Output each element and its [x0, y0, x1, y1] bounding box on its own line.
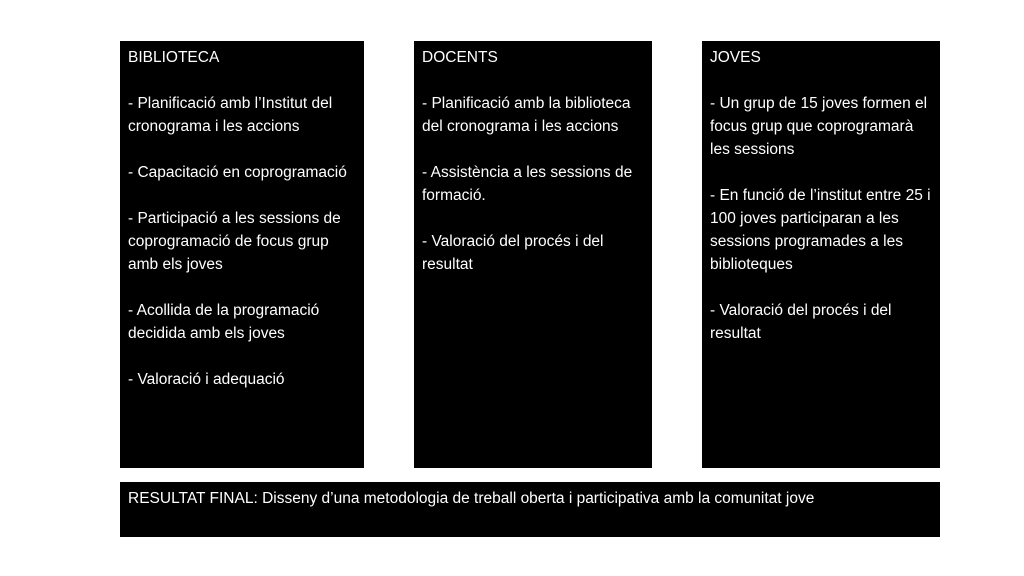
docents-item-1: - Planificació amb la biblioteca del cronograma i les accions: [422, 95, 631, 135]
docents-box: [414, 41, 652, 468]
biblioteca-item-2: - Capacitació en coprogramació: [128, 164, 347, 181]
docents-title: DOCENTS: [422, 49, 498, 66]
biblioteca-box: [120, 41, 364, 468]
joves-item-1: - Un grup de 15 joves formen el focus grup que coprogramarà les sessions: [710, 95, 928, 158]
biblioteca-item-5: - Valoració i adequació: [128, 371, 285, 388]
resultat-final-box: [120, 482, 940, 537]
joves-title: JOVES: [710, 49, 761, 66]
joves-item-3: - Valoració del procés i del resultat: [710, 302, 892, 342]
joves-box: [702, 41, 940, 468]
docents-item-3: - Valoració del procés i del resultat: [422, 233, 604, 273]
biblioteca-item-3: - Participació a les sessions de coprogramació de focus grup amb els joves: [128, 210, 341, 273]
biblioteca-title: BIBLIOTECA: [128, 49, 220, 66]
docents-item-2: - Assistència a les sessions de formació.: [422, 164, 633, 204]
biblioteca-item-1: - Planificació amb l’Institut del cronograma i les accions: [128, 95, 333, 135]
resultat-final-text: RESULTAT FINAL: Disseny d’una metodologia de treball oberta i participativa amb la comunitat jove: [128, 490, 815, 507]
biblioteca-item-4: - Acollida de la programació decidida amb els joves: [128, 302, 320, 342]
joves-item-2: - En funció de l’institut entre 25 i 100 joves participaran a les sessions programades a les biblioteques: [710, 187, 931, 273]
